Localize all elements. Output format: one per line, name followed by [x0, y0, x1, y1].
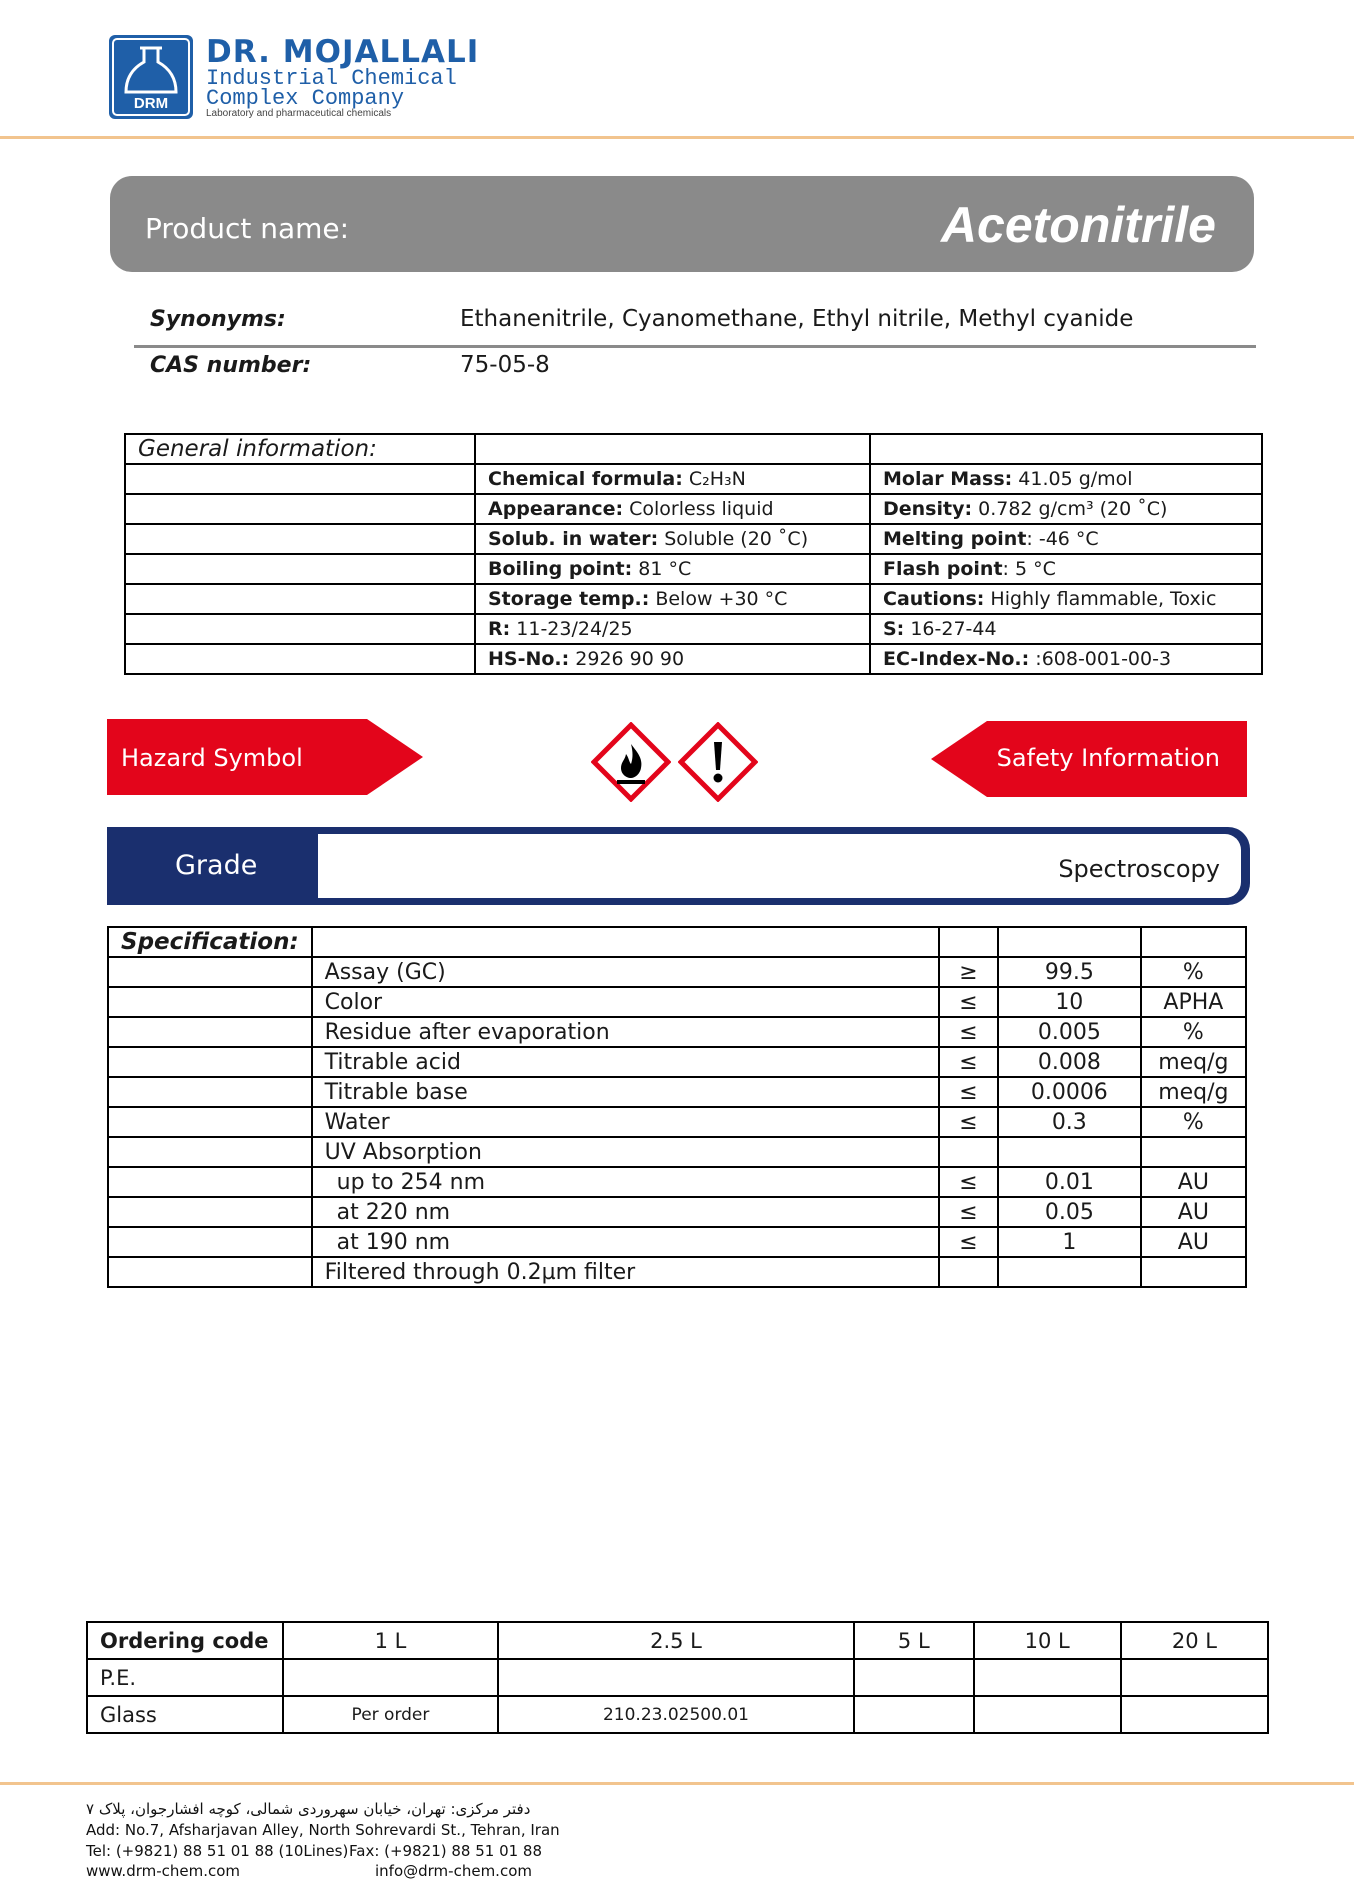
spec-operator: ≤ — [939, 1167, 998, 1197]
footer-fax: Fax: (+9821) 88 51 01 88 — [349, 1842, 543, 1860]
property-value: C₂H₃N — [682, 468, 746, 490]
property-value: 0.782 g/cm³ (20 ˚C) — [972, 498, 1168, 520]
company-subtitle-line1: Industrial Chemical — [206, 66, 457, 91]
spec-value — [998, 1137, 1141, 1167]
spec-parameter: Titrable base — [312, 1077, 939, 1107]
product-name-value: Acetonitrile — [940, 197, 1216, 253]
spec-parameter: up to 254 nm — [312, 1167, 939, 1197]
pack-size: 5 L — [854, 1622, 974, 1659]
grade-value: Spectroscopy — [1058, 855, 1220, 883]
spec-header-row — [108, 927, 1246, 957]
pack-size: 2.5 L — [498, 1622, 854, 1659]
spec-parameter: Color — [312, 987, 939, 1017]
property-value: 41.05 g/mol — [1012, 468, 1133, 490]
general-info-row — [125, 644, 1262, 674]
property-label: Chemical formula: — [488, 468, 683, 490]
spec-row — [108, 1137, 1246, 1167]
property-value: 81 °C — [632, 558, 692, 580]
spec-value: 0.0006 — [998, 1077, 1141, 1107]
spec-operator: ≤ — [939, 1017, 998, 1047]
footer-email-link[interactable]: info@drm-chem.com — [375, 1862, 532, 1880]
spec-operator: ≤ — [939, 1047, 998, 1077]
spec-parameter: Residue after evaporation — [312, 1017, 939, 1047]
pack-size: 10 L — [974, 1622, 1121, 1659]
footer-website-link[interactable]: www.drm-chem.com — [86, 1862, 241, 1880]
property-label: Cautions: — [883, 588, 985, 610]
spec-operator — [939, 1137, 998, 1167]
property-value: Colorless liquid — [623, 498, 774, 520]
spec-unit: AU — [1141, 1167, 1246, 1197]
spec-parameter: Titrable acid — [312, 1047, 939, 1077]
order-code — [974, 1696, 1121, 1733]
property-value: : -46 °C — [1026, 528, 1099, 550]
spec-unit: % — [1141, 1107, 1246, 1137]
general-information-table — [124, 433, 1263, 675]
property-value: 11-23/24/25 — [510, 618, 633, 640]
spec-value: 0.01 — [998, 1167, 1141, 1197]
container-type: Glass — [87, 1696, 283, 1733]
spec-operator: ≤ — [939, 987, 998, 1017]
property-label: Storage temp.: — [488, 588, 650, 610]
spec-value: 0.005 — [998, 1017, 1141, 1047]
order-code — [1121, 1696, 1268, 1733]
container-type: P.E. — [87, 1659, 283, 1696]
order-code — [1121, 1659, 1268, 1696]
company-subtitle-line2: Complex Company — [206, 86, 405, 111]
spec-unit: AU — [1141, 1227, 1246, 1257]
synonyms-divider — [134, 345, 1256, 348]
property-value: Soluble (20 ˚C) — [658, 528, 809, 550]
spec-operator — [939, 1257, 998, 1287]
spec-row — [108, 1257, 1246, 1287]
spec-unit: % — [1141, 1017, 1246, 1047]
spec-row — [108, 957, 1246, 987]
specification-table — [107, 926, 1247, 1288]
grade-label: Grade — [175, 850, 258, 881]
property-label: Density: — [883, 498, 973, 520]
product-name-label: Product name: — [145, 212, 350, 245]
spec-row — [108, 1107, 1246, 1137]
spec-unit: APHA — [1141, 987, 1246, 1017]
specification-heading: Specification: — [108, 927, 312, 957]
general-info-heading: General information: — [125, 434, 475, 464]
spec-row — [108, 1167, 1246, 1197]
spec-unit — [1141, 1137, 1246, 1167]
spec-value: 0.3 — [998, 1107, 1141, 1137]
spec-row — [108, 1017, 1246, 1047]
spec-unit: AU — [1141, 1197, 1246, 1227]
property-value: : 5 °C — [1002, 558, 1056, 580]
cas-number-label: CAS number: — [150, 353, 312, 378]
spec-parameter: UV Absorption — [312, 1137, 939, 1167]
order-code: Per order — [283, 1696, 498, 1733]
property-value: :608-001-00-3 — [1029, 648, 1172, 670]
footer-telephone: Tel: (+9821) 88 51 01 88 (10Lines) — [86, 1842, 349, 1860]
spec-parameter: Water — [312, 1107, 939, 1137]
spec-parameter: Filtered through 0.2µm filter — [312, 1257, 939, 1287]
synonyms-value: Ethanenitrile, Cyanomethane, Ethyl nitrile, Methyl cyanide — [460, 306, 1134, 332]
order-code — [283, 1659, 498, 1696]
spec-parameter: at 190 nm — [312, 1227, 939, 1257]
spec-value: 10 — [998, 987, 1141, 1017]
ordering-code-heading: Ordering code — [87, 1622, 283, 1659]
spec-operator: ≤ — [939, 1197, 998, 1227]
spec-operator: ≥ — [939, 957, 998, 987]
ordering-header-row — [87, 1622, 1268, 1659]
order-code — [974, 1659, 1121, 1696]
exclamation-icon — [678, 722, 758, 802]
spec-value: 0.05 — [998, 1197, 1141, 1227]
order-code — [854, 1659, 974, 1696]
cas-number-value: 75-05-8 — [460, 352, 550, 378]
property-value: Highly flammable, Toxic — [984, 588, 1217, 610]
spec-parameter: Assay (GC) — [312, 957, 939, 987]
safety-information-label: Safety Information — [996, 744, 1220, 772]
general-info-row — [125, 584, 1262, 614]
order-code: 210.23.02500.01 — [498, 1696, 854, 1733]
company-name: DR. MOJALLALI — [206, 34, 480, 70]
pack-size: 20 L — [1121, 1622, 1268, 1659]
header-divider — [0, 136, 1354, 139]
spec-row — [108, 1077, 1246, 1107]
property-label: Solub. in water: — [488, 528, 659, 550]
general-info-row — [125, 464, 1262, 494]
property-label: Appearance: — [488, 498, 624, 520]
order-code — [498, 1659, 854, 1696]
spec-row — [108, 1197, 1246, 1227]
pack-size: 1 L — [283, 1622, 498, 1659]
footer-address-persian: دفتر مرکزی: تهران، خیابان سهروردی شمالی، کوچه افشارجوان، پلاک ۷ — [86, 1800, 531, 1818]
spec-value: 1 — [998, 1227, 1141, 1257]
ordering-code-table — [86, 1621, 1269, 1734]
spec-row — [108, 1047, 1246, 1077]
spec-unit: meq/g — [1141, 1047, 1246, 1077]
property-value: 16-27-44 — [904, 618, 997, 640]
property-value: 2926 90 90 — [569, 648, 685, 670]
footer-divider — [0, 1782, 1354, 1785]
property-label: Boiling point: — [488, 558, 633, 580]
property-label: Flash point — [883, 558, 1003, 580]
property-label: EC-Index-No.: — [883, 648, 1030, 670]
ordering-row — [87, 1696, 1268, 1733]
footer-address: Add: No.7, Afsharjavan Alley, North Sohrevardi St., Tehran, Iran — [86, 1821, 560, 1839]
spec-unit — [1141, 1257, 1246, 1287]
spec-row — [108, 987, 1246, 1017]
spec-operator: ≤ — [939, 1077, 998, 1107]
property-label: HS-No.: — [488, 648, 570, 670]
logo-text: DRM — [133, 95, 169, 112]
spec-unit: % — [1141, 957, 1246, 987]
flame-icon — [591, 722, 671, 802]
general-info-row — [125, 524, 1262, 554]
property-label: Melting point — [883, 528, 1027, 550]
spec-value — [998, 1257, 1141, 1287]
spec-value: 99.5 — [998, 957, 1141, 987]
general-info-header-row — [125, 434, 1262, 464]
spec-operator: ≤ — [939, 1107, 998, 1137]
spec-parameter: at 220 nm — [312, 1197, 939, 1227]
spec-value: 0.008 — [998, 1047, 1141, 1077]
synonyms-label: Synonyms: — [150, 307, 286, 332]
general-info-row — [125, 614, 1262, 644]
company-logo — [108, 34, 194, 120]
general-info-row — [125, 494, 1262, 524]
spec-operator: ≤ — [939, 1227, 998, 1257]
spec-row — [108, 1227, 1246, 1257]
property-label: S: — [883, 618, 905, 640]
property-label: Molar Mass: — [883, 468, 1013, 490]
company-tagline: Laboratory and pharmaceutical chemicals — [206, 108, 392, 119]
general-info-row — [125, 554, 1262, 584]
spec-unit: meq/g — [1141, 1077, 1246, 1107]
property-value: Below +30 °C — [649, 588, 788, 610]
order-code — [854, 1696, 974, 1733]
ordering-row — [87, 1659, 1268, 1696]
property-label: R: — [488, 618, 511, 640]
hazard-symbol-label: Hazard Symbol — [121, 744, 303, 772]
